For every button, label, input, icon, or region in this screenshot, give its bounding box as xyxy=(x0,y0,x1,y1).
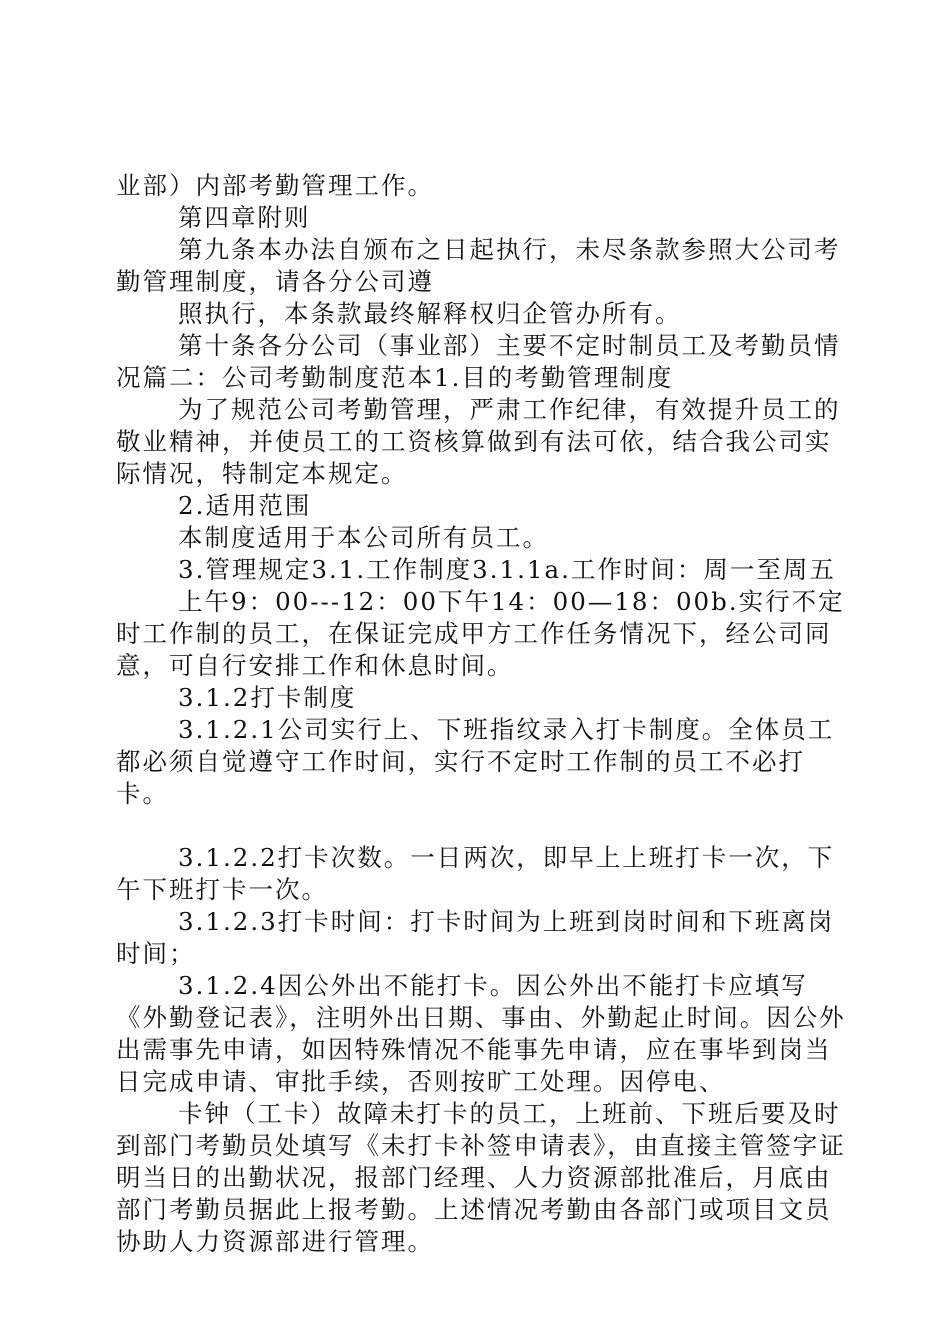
paragraph-article-10: 第十条各分公司（事业部）主要不定时制员工及考勤员情况篇二：公司考勤制度范本1.目的考勤管理制度 xyxy=(116,331,841,392)
section-rules-heading: 3.管理规定3.1.工作制度3.1.1a.工作时间：周一至周五 xyxy=(178,555,836,584)
section-clock-heading: 3.1.2打卡制度 xyxy=(178,683,357,712)
paragraph-purpose: 为了规范公司考勤管理，严肃工作纪律，有效提升员工的敬业精神，并使员工的工资核算做到有法可依，结合我公司实际情况，特制定本规定。 xyxy=(116,395,841,488)
paragraph-clock-rule-1: 3.1.2.1公司实行上、下班指纹录入打卡制度。全体员工都必须自觉遵守工作时间，实行不定时工作制的员工不必打卡。 xyxy=(116,715,835,808)
paragraph-article-9-cont: 照执行，本条款最终解释权归企管办所有。 xyxy=(178,299,682,328)
section-scope-heading: 2.适用范围 xyxy=(178,491,312,520)
paragraph-work-hours: 上午9：00---12：00下午14：00—18：00b.实行不定时工作制的员工，在保证完成甲方工作任务情况下，经公司同意，可自行安排工作和休息时间。 xyxy=(116,587,845,680)
paragraph-clock-rule-4: 3.1.2.4因公外出不能打卡。因公外出不能打卡应填写《外勤登记表》，注明外出日期、事由、外勤起止时间。因公外出需事先申请，如因特殊情况不能事先申请，应在事毕到岗当日完成申请、审批手续，否则按旷工处理。因停电、 xyxy=(116,971,846,1096)
paragraph-clock-fault: 卡钟（工卡）故障未打卡的员工，上班前、下班后要及时到部门考勤员处填写《未打卡补签申请表》，由直接主管签字证明当日的出勤状况，报部门经理、人力资源部批准后，月底由部门考勤员据此上报考勤。上述情况考勤由各部门或项目文员协助人力资源部进行管理。 xyxy=(116,1099,846,1256)
paragraph-clock-rule-2: 3.1.2.2打卡次数。一日两次，即早上上班打卡一次，下午下班打卡一次。 xyxy=(116,843,835,904)
paragraph-1: 业部）内部考勤管理工作。 xyxy=(116,171,434,200)
paragraph-clock-rule-3: 3.1.2.3打卡时间：打卡时间为上班到岗时间和下班离岗时间； xyxy=(116,907,835,968)
document-body xyxy=(116,170,856,1258)
chapter-heading: 第四章附则 xyxy=(178,203,311,232)
paragraph-article-9: 第九条本办法自颁布之日起执行，未尽条款参照大公司考勤管理制度，请各分公司遵 xyxy=(116,235,841,296)
paragraph-scope: 本制度适用于本公司所有员工。 xyxy=(178,523,549,552)
